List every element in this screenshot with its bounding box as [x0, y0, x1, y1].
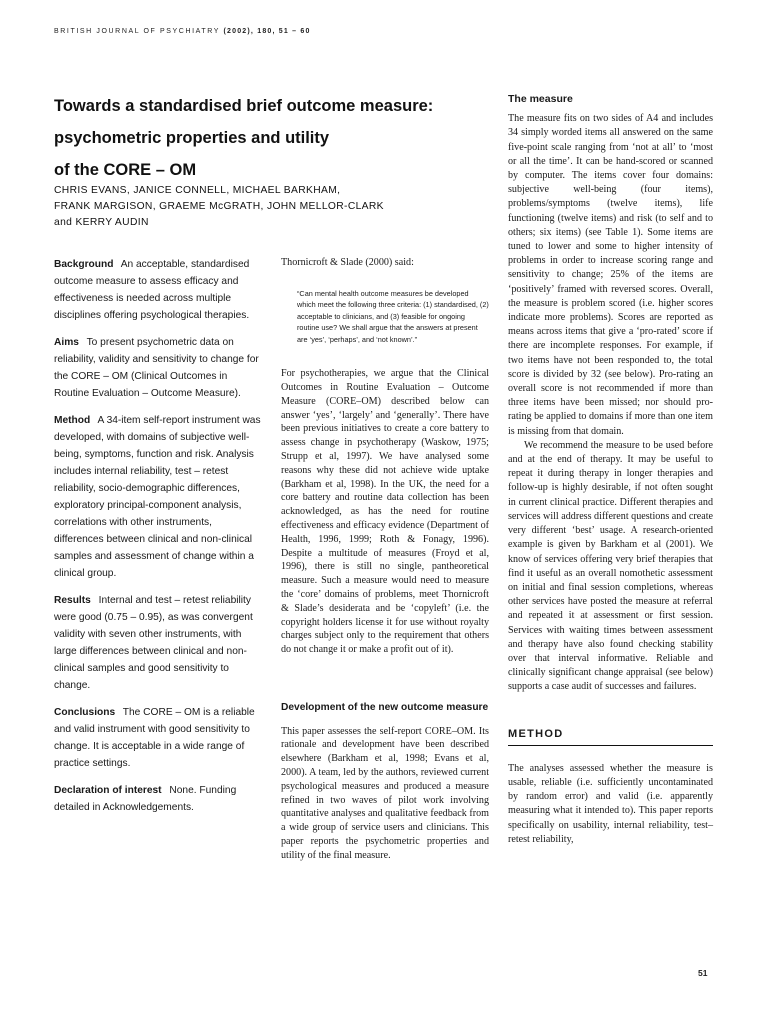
body-column-2 [281, 256, 489, 863]
section-heading: The measure [508, 93, 573, 105]
abstract-text: None. Funding detailed in Acknowledgements. [54, 785, 237, 813]
block-quote: “Can mental health outcome measures be developed which meet the following three criteria: (1) standardised, (2) acceptable to clinicians, and (3) feasible for ongoing routine use? We shall argue that the answers at present are ‘yes’, ‘perhaps’, and ‘not known’.” [297, 288, 489, 344]
author-list [54, 183, 474, 231]
article-title [54, 90, 474, 186]
running-header [54, 28, 311, 35]
authors-line-3: and KERRY AUDIN [54, 217, 149, 228]
abstract-conclusions [54, 704, 264, 772]
abstract-label: Declaration of interest [54, 785, 162, 796]
abstract-label: Aims [54, 337, 79, 348]
method-heading: METHOD [508, 727, 713, 746]
abstract-label: Method [54, 415, 91, 426]
authors-line-2: FRANK MARGISON, GRAEME McGRATH, JOHN MELLOR-CLARK [54, 201, 384, 212]
page-number: 51 [698, 968, 708, 978]
body-paragraph: This paper assesses the self-report CORE–OM. Its rationale and development have been described elsewhere (Barkham et al, 1998; Evans et al, 2000). A team, led by the authors, reviewed current psychological measures and produced a measure refined in two waves of pilot work involving quantitative analyses and qualitative feedback from a wide group of service users and clinicians. This paper reports the psychometric properties and utility of the final measure. [281, 725, 489, 861]
journal-citation: (2002), 180, 51 – 60 [223, 28, 311, 35]
section-heading: Development of the new outcome measure [281, 702, 489, 714]
abstract-text: A 34-item self-report instrument was developed, with domains of subjective well-being, symptoms, function and risk. Analysis includes internal reliability, test – retest reliability, socio-demographic differences, exploratory principal-component analysis, correlations with other instruments, differences between clinical and non-clinical samples and assessment of change within a clinical group. [54, 415, 261, 579]
quote-intro: Thornicroft & Slade (2000) said: [281, 257, 414, 268]
abstract-text: Internal and test – retest reliability were good (0.75 – 0.95), as was convergent validity with seven other instruments, with large differences between clinical and non-clinical samples and good sensitivity to change. [54, 595, 253, 691]
abstract-results [54, 592, 264, 694]
body-paragraph: We recommend the measure to be used before and at the end of therapy. It may be useful to repeat it during therapy in longer therapies and follow-up is highly desirable, if not often sought in current clinical practice. Different therapies and services will address different questions and create very different ‘best’ usage. A research-oriented example is given by Barkham et al (2001). We know of services offering very brief therapies that find it useful as an overall nomothetic assessment on initial and final session completions, whereas other services have posted the measure at referral and repeated it at assessment or first session. Services with waiting times between assessment and therapy have also found checking stability over that interval informative. Reliable and clinically significant change appraisal (see below) supports a case audit of successes and failures. [508, 439, 713, 693]
body-paragraph: The measure fits on two sides of A4 and includes 34 simply worded items all answered on the same five-point scale ranging from ‘not at all’ to ‘most or all the time’. It can be hand-scored or scanned by computer. The items cover four domains: subjective well-being (four items), problems/symptoms (twelve items), life functioning (twelve items) and risk (to self and to others; six items) (see Table 1). Some items are tuned to lower and some to higher intensity of problems in order to increase scoring range and sensitivity to change; 25% of the items are ‘positively’ framed with reversed scores. Overall, the measure is problem scored (i.e. higher scores indicate more problems). Scores are reported as means across items that give a ‘pro-rated’ score if there are incomplete responses. For example, if two items have not been responded to, the total score is divided by 32 (see below). Pro-rating an overall score is not recommended if more than three items have been missed; nor should pro-rating be applied to domains if more than one item is missing from that domain. [508, 113, 713, 437]
body-column-3 [508, 92, 713, 847]
abstract-label: Conclusions [54, 707, 116, 718]
title-line-2: psychometric properties and utility [54, 129, 330, 147]
abstract-text: To present psychometric data on reliability, validity and sensitivity to change for the CORE – OM (Clinical Outcomes in Routine Evaluation – Outcome Measure). [54, 337, 259, 399]
abstract-text: The CORE – OM is a reliable and valid instrument with good sensitivity to change. It is acceptable in a wide range of practice settings. [54, 707, 255, 769]
abstract-background [54, 256, 264, 324]
abstract-label: Background [54, 259, 114, 270]
journal-name: BRITISH JOURNAL OF PSYCHIATRY [54, 28, 220, 35]
body-paragraph: For psychotherapies, we argue that the Clinical Outcomes in Routine Evaluation – Outcome Measure (CORE–OM) described below can answer ‘yes’, ‘largely’ and ‘generally’. There have been previous initiatives to create a core battery to assess change in psychotherapy (Waskow, 1975; Strupp et al, 1997). We have analysed some reasons why these did not achieve wide uptake (Barkham et al, 1998). In the UK, the need for a core battery and routine data collection has been acknowledged, as has the need for routine effectiveness and efficacy evidence (Department of Health, 1996, 1999; Roth & Fonagy, 1996). Despite a multitude of measures (Froyd et al, 1996), there is still no single, pantheoretical measure. Such a measure would need to measure the ‘core’ domains of problems, meet Thornicroft & Slade’s desiderata and be ‘copyleft’ (i.e. the copyright holders license it for use without royalty charges subject only to the requirement that others do not change it or make a profit out of it). [281, 368, 489, 656]
abstract [54, 256, 264, 826]
abstract-label: Results [54, 595, 91, 606]
title-line-1: Towards a standardised brief outcome measure: [54, 97, 434, 115]
title-line-3: of the CORE – OM [54, 161, 197, 179]
body-paragraph: The analyses assessed whether the measure is usable, reliable (i.e. sufficiently uncontaminated by random error) and valid (i.e. apparently measuring what it intended to). This paper reports specifically on usability, internal reliability, test–retest reliability, [508, 762, 713, 845]
abstract-aims [54, 334, 264, 402]
abstract-text: An acceptable, standardised outcome measure to assess efficacy and effectiveness is needed across multiple disciplines offering psychological therapies. [54, 259, 250, 321]
abstract-declaration [54, 782, 264, 816]
abstract-method [54, 412, 264, 582]
authors-line-1: CHRIS EVANS, JANICE CONNELL, MICHAEL BARKHAM, [54, 185, 341, 196]
